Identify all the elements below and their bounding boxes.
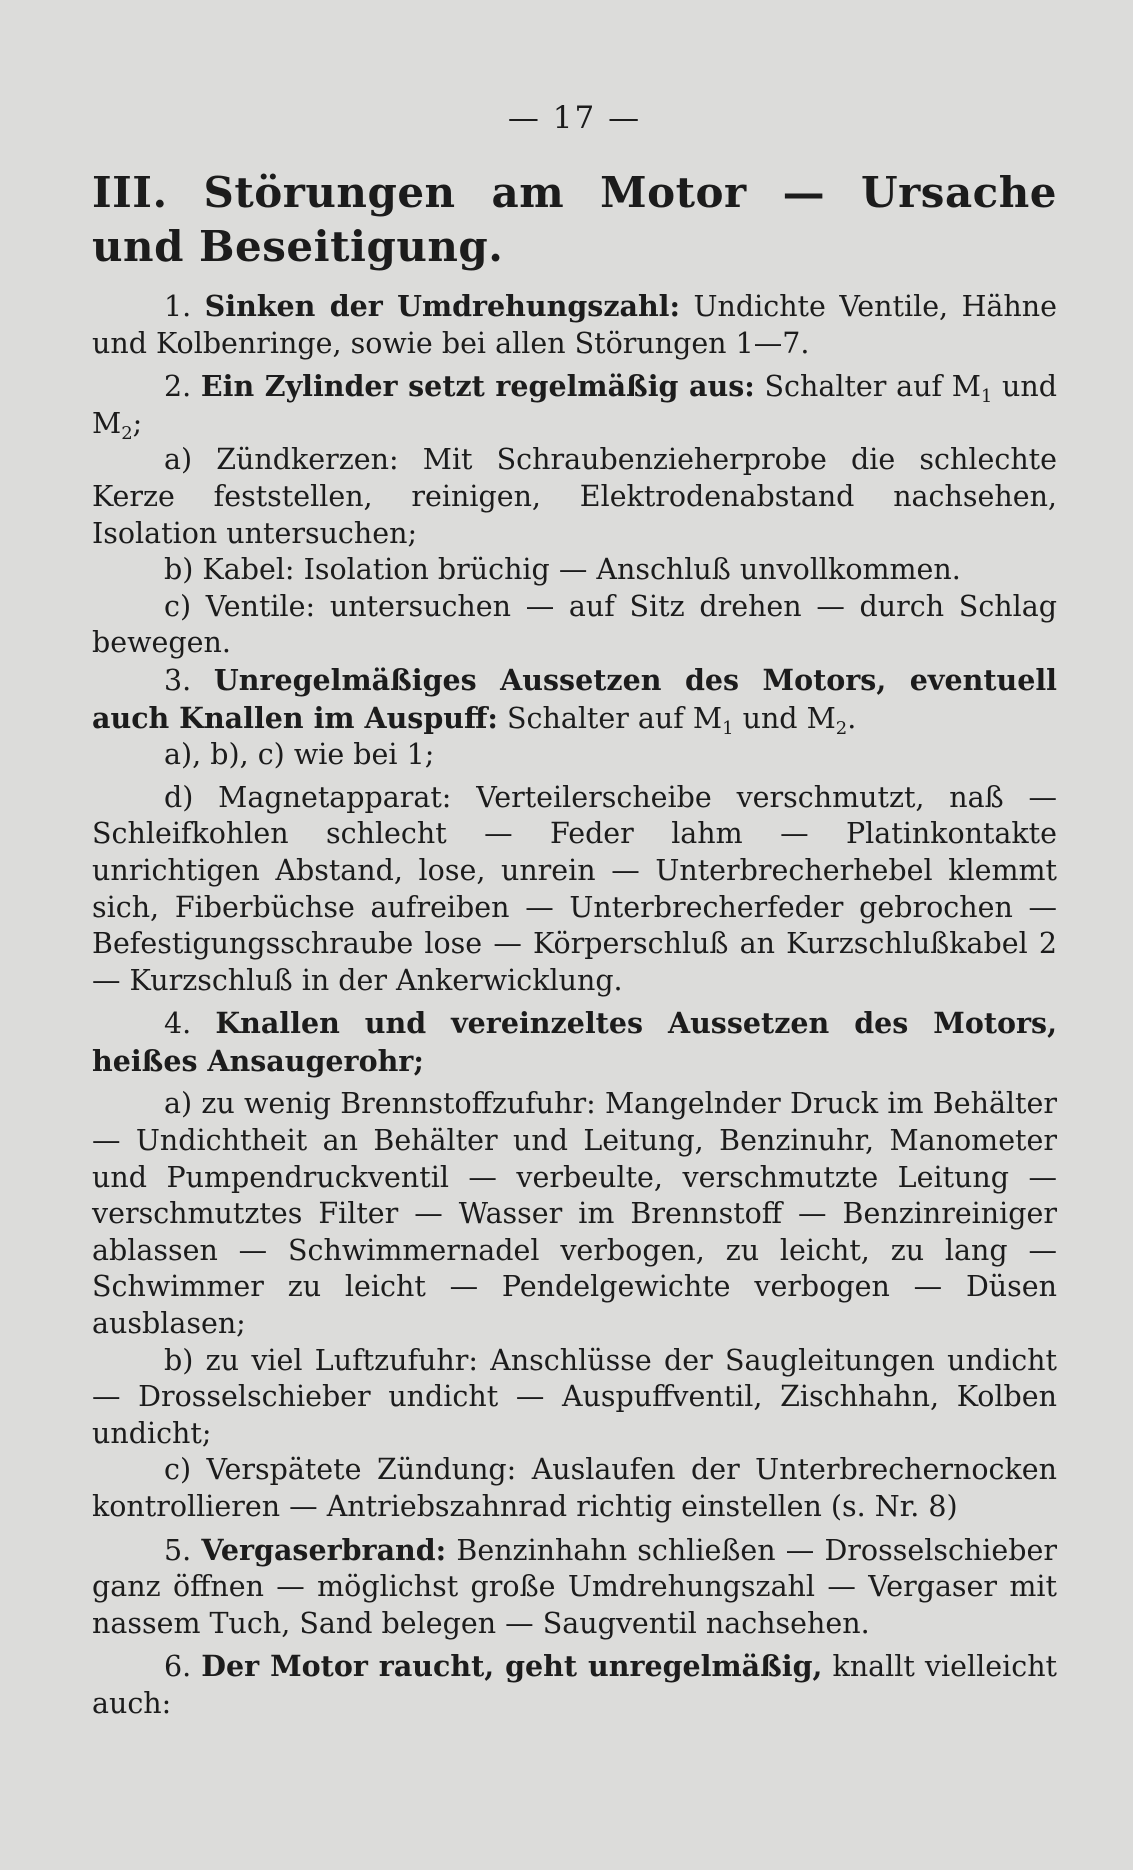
item-1-text: Undichte Ventile, Hähne und Kolbenringe, sowie bei allen Störungen 1—7. — [92, 290, 1057, 360]
item-3abc-paragraph: a), b), c) wie bei 1; — [164, 738, 435, 772]
section-body — [92, 288, 1057, 1723]
item-2-text-a: Schalter auf M — [764, 370, 981, 404]
item-5-heading: Vergaserbrand: — [201, 1532, 447, 1567]
item-1-heading: Sinken der Umdrehungszahl: — [204, 289, 681, 323]
item-2-paragraph — [92, 368, 1057, 442]
item-4-number: 4. — [164, 1007, 192, 1041]
item-6-text: knallt vielleicht auch: — [92, 1650, 1057, 1720]
item-4-heading: Knallen und vereinzeltes Aussetzen des Motors, heißes Ansaugerohr; — [92, 1006, 1057, 1078]
item-3-number: 3. — [164, 663, 192, 697]
item-1-paragraph — [92, 288, 1057, 362]
item-4c-paragraph: c) Verspätete Zündung: Auslaufen der Unterbrechernocken kontrollieren — Antriebszahnrad richtig einstellen (s. Nr. 8) — [92, 1453, 1057, 1523]
section-title-prefix: III. — [92, 168, 168, 217]
item-2b-paragraph: b) Kabel: Isolation brüchig — Anschluß unvollkommen. — [164, 553, 961, 587]
item-3-heading: Unregelmäßiges Aussetzen des Motors, eventuell auch Knallen im Auspuff: — [92, 662, 1057, 735]
item-2-number: 2. — [164, 370, 192, 404]
item-3-text-a: Schalter auf M — [506, 701, 723, 735]
item-4-paragraph — [92, 1005, 1057, 1080]
item-5-number: 5. — [164, 1533, 192, 1567]
item-2c-paragraph: c) Ventile: untersuchen — auf Sitz drehen — durch Schlag bewegen. — [92, 589, 1057, 660]
item-6-heading: Der Motor raucht, geht unregelmäßig, — [201, 1649, 823, 1684]
item-5-paragraph — [92, 1532, 1057, 1643]
section-title — [92, 166, 1057, 274]
page-number: — 17 — — [507, 100, 642, 136]
item-2-text-c: ; — [132, 406, 143, 440]
item-4b-paragraph: b) zu viel Luftzufuhr: Anschlüsse der Saugleitungen undicht — Drosselschieber undicht — Auspuffventil, Zischhahn, Kolben undicht; — [92, 1343, 1057, 1450]
item-3d-paragraph: d) Magnetapparat: Verteilerscheibe verschmutzt, naß — Schleifkohlen schlecht — Feder lahm — Platinkontakte unrichtigen Abstand, lose, unrein — Unterbrecherhebel klemmt sich, Fiberbüchse aufreiben — Unterbrecherfeder gebrochen — Befestigungsschraube lose — Körperschluß an Kurzschlußkabel 2 — Kurzschluß in der Ankerwicklung. — [92, 780, 1057, 997]
item-2-sub-1: 1 — [980, 386, 993, 408]
section-title-text: Störungen am Motor — Ursache und Beseitigung. — [92, 168, 1057, 271]
item-3-paragraph — [92, 662, 1057, 737]
item-3-text-c: . — [847, 701, 857, 735]
item-5-text: Benzinhahn schließen — Drosselschieber ganz öffnen — möglichst große Umdrehungszahl — Vergaser mit nassem Tuch, Sand belegen — Saugventil nachsehen. — [92, 1533, 1057, 1640]
item-3-text-b: und M — [742, 701, 836, 735]
item-3-sub-1: 1 — [722, 717, 734, 739]
item-3-sub-2: 2 — [835, 717, 848, 739]
item-6-number: 6. — [164, 1650, 192, 1684]
item-2-text-b: und M — [92, 370, 1058, 440]
item-6-paragraph — [92, 1648, 1057, 1722]
item-1-number: 1. — [164, 290, 192, 323]
item-2-heading: Ein Zylinder setzt regelmäßig aus: — [200, 369, 755, 404]
item-4a-paragraph: a) zu wenig Brennstoffzufuhr: Mangelnder Druck im Behälter — Undichtheit an Behälter und Leitung, Benzinuhr, Manometer und Pumpendruckventil — verbeulte, verschmutzte Leitung — verschmutztes Filter — Wasser im Brennstoff — Benzinreiniger ablassen — Schwimmernadel verbogen, zu leicht, zu lang — Schwimmer zu leicht — Pendelgewichte verbogen — Düsen ausblasen; — [92, 1087, 1057, 1341]
item-2a-paragraph: a) Zündkerzen: Mit Schraubenzieherprobe die schlechte Kerze feststellen, reinigen, Elektrodenabstand nachsehen, Isolation untersuchen; — [92, 443, 1057, 550]
item-2-sub-2: 2 — [121, 422, 133, 444]
